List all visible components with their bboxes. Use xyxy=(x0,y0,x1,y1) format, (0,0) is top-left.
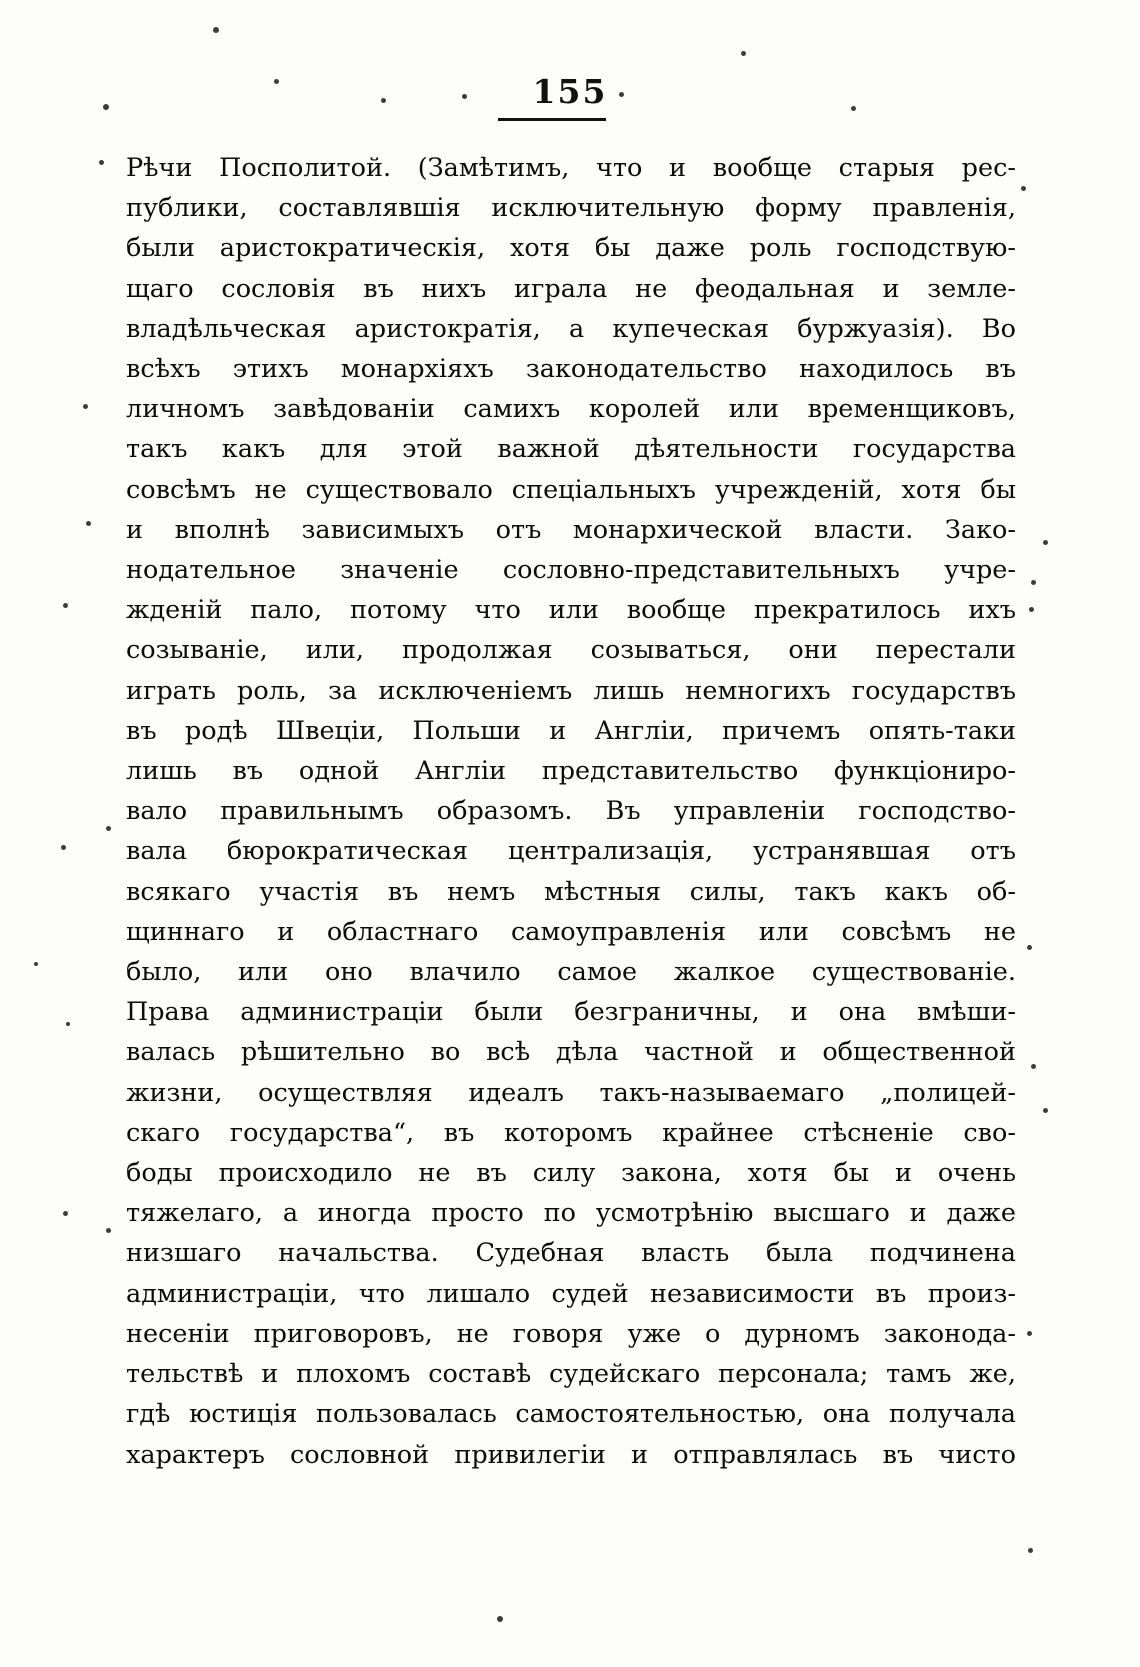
scan-speck xyxy=(1043,1108,1048,1113)
text-line: щаго сословія въ нихъ играла не феодальная и земле- xyxy=(126,273,1016,304)
text-line: всѣхъ этихъ монархіяхъ законодательство находилось въ xyxy=(126,354,1016,385)
scan-speck xyxy=(213,27,219,33)
scan-speck xyxy=(497,1616,503,1622)
text-line: нодательное значеніе сословно-представительныхъ учре- xyxy=(126,555,1016,586)
scan-speck xyxy=(66,1022,70,1026)
text-line: характеръ сословной привилегіи и отправлялась въ чисто xyxy=(126,1439,1016,1470)
scan-speck xyxy=(99,160,104,165)
scan-speck xyxy=(1027,945,1032,950)
scan-speck xyxy=(1029,607,1034,612)
text-line: валась рѣшительно во всѣ дѣла частной и общественной xyxy=(126,1037,1016,1068)
page-number-rule xyxy=(498,118,606,121)
text-line: лишь въ одной Англіи представительство функціониро- xyxy=(126,756,1016,787)
text-line: владѣльческая аристократія, а купеческая буржуазія). Во xyxy=(126,313,1016,344)
scan-speck xyxy=(1031,1064,1036,1069)
scan-speck xyxy=(1043,540,1048,545)
scan-speck xyxy=(34,962,38,966)
text-line: было, или оно влачило самое жалкое существованіе. xyxy=(126,957,1016,988)
text-line: совсѣмъ не существовало спеціальныхъ учрежденій, хотя бы xyxy=(126,474,1016,505)
page-number: 155 xyxy=(532,72,608,111)
scan-speck xyxy=(1028,1548,1033,1553)
paragraph xyxy=(126,148,1016,1475)
text-line: щиннаго и областнаго самоуправленія или совсѣмъ не xyxy=(126,916,1016,947)
text-line: вала бюрократическая централизація, устранявшая отъ xyxy=(126,836,1016,867)
text-line: Права администраціи были безграничны, и она вмѣши- xyxy=(126,997,1016,1028)
scan-speck xyxy=(462,94,467,99)
scan-speck xyxy=(1027,1331,1032,1336)
text-line: тельствѣ и плохомъ составѣ судейскаго персонала; тамъ же, xyxy=(126,1359,1016,1390)
scan-speck xyxy=(86,521,91,526)
text-line: скаго государства“, въ которомъ крайнее стѣсненіе сво- xyxy=(126,1117,1016,1148)
scan-speck xyxy=(103,104,109,110)
scan-speck xyxy=(851,106,856,111)
scan-speck xyxy=(63,1211,68,1216)
scan-speck xyxy=(1031,580,1036,585)
scan-speck xyxy=(106,826,111,831)
scan-speck xyxy=(741,51,746,56)
text-line: жденій пало, потому что или вообще прекратилось ихъ xyxy=(126,595,1016,626)
text-line: въ родѣ Швеціи, Польши и Англіи, причемъ опять-таки xyxy=(126,715,1016,746)
text-line: тяжелаго, а иногда просто по усмотрѣнію высшаго и даже xyxy=(126,1198,1016,1229)
text-line: боды происходило не въ силу закона, хотя бы и очень xyxy=(126,1158,1016,1189)
text-line: несеніи приговоровъ, не говоря уже о дурномъ законода- xyxy=(126,1318,1016,1349)
text-line: созываніе, или, продолжая созываться, они перестали xyxy=(126,635,1016,666)
scan-speck xyxy=(61,845,66,850)
scan-speck xyxy=(83,404,88,409)
scan-speck xyxy=(619,92,624,97)
text-line: вало правильнымъ образомъ. Въ управленіи господство- xyxy=(126,796,1016,827)
text-line: всякаго участія въ немъ мѣстныя силы, такъ какъ об- xyxy=(126,876,1016,907)
text-line: низшаго начальства. Судебная власть была подчинена xyxy=(126,1238,1016,1269)
text-line: такъ какъ для этой важной дѣятельности государства xyxy=(126,434,1016,465)
scan-speck xyxy=(381,98,386,103)
text-line: Рѣчи Посполитой. (Замѣтимъ, что и вообще старыя рес- xyxy=(126,153,1016,183)
page-body-text xyxy=(126,148,1016,1475)
scan-speck xyxy=(63,603,68,608)
text-line: личномъ завѣдованіи самихъ королей или временщиковъ, xyxy=(126,394,1016,425)
text-line: публики, составлявшія исключительную форму правленія, xyxy=(126,193,1016,224)
text-line: гдѣ юстиція пользовалась самостоятельностью, она получала xyxy=(126,1399,1016,1430)
scan-speck xyxy=(106,1228,111,1233)
text-line: администраціи, что лишало судей независимости въ произ- xyxy=(126,1278,1016,1309)
text-line: жизни, осуществляя идеалъ такъ-называемаго „полицей- xyxy=(126,1077,1016,1108)
text-line: играть роль, за исключеніемъ лишь немногихъ государствъ xyxy=(126,675,1016,706)
scan-speck xyxy=(274,79,279,84)
scan-speck xyxy=(1021,186,1026,191)
text-line: и вполнѣ зависимыхъ отъ монархической власти. Зако- xyxy=(126,514,1016,545)
text-line: были аристократическія, хотя бы даже роль господствую- xyxy=(126,233,1016,264)
